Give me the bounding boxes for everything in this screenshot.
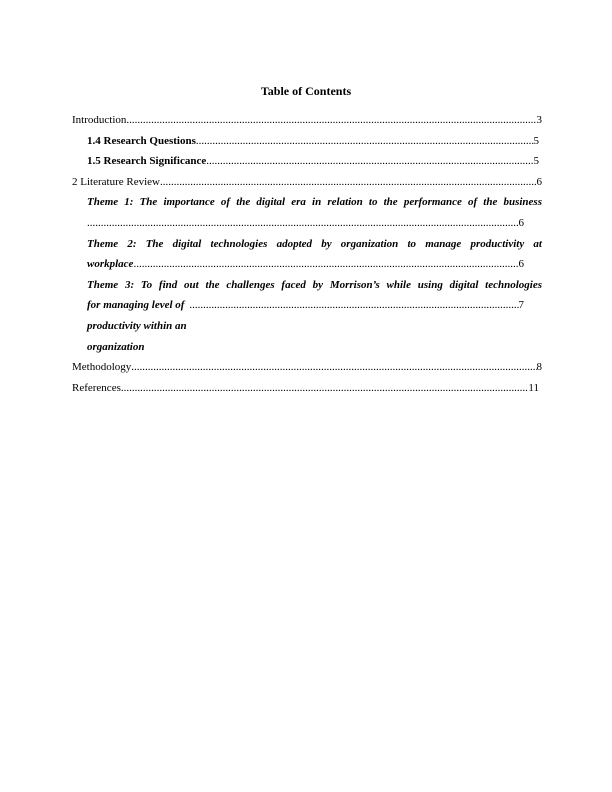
dot-leader <box>131 357 536 378</box>
dot-leader <box>189 295 518 316</box>
toc-entry-theme-3[interactable] <box>72 275 542 357</box>
toc-page-number: 11 <box>528 381 539 394</box>
dot-leader <box>160 172 537 193</box>
toc-entry-methodology[interactable] <box>72 357 542 378</box>
dot-leader <box>126 110 536 131</box>
toc-entry-label-cont: for managing level of productivity within an organization <box>87 299 187 353</box>
table-of-contents <box>72 110 542 398</box>
toc-title: Table of Contents <box>260 84 352 98</box>
toc-entry-label: Theme 2: The digital technologies adopted by organization to manage productivity at <box>87 237 542 250</box>
toc-entry-label: References <box>72 381 121 394</box>
toc-entry-label: 1.5 Research Significance <box>87 155 207 168</box>
toc-entry-theme-2[interactable] <box>72 234 542 275</box>
toc-page-number: 3 <box>536 114 542 126</box>
dot-leader <box>121 378 529 399</box>
toc-entry-label: 1.4 Research Questions <box>87 134 196 147</box>
toc-entry-literature-review[interactable] <box>72 172 542 193</box>
toc-entry-lastline <box>87 213 524 234</box>
toc-entry-research-questions[interactable] <box>72 131 539 152</box>
toc-entry-lastline <box>87 295 524 357</box>
toc-entry-label: Theme 3: To find out the challenges faced by Morrison’s while using digital technologies <box>87 278 542 291</box>
dot-leader <box>87 213 519 234</box>
toc-page-number: 5 <box>533 155 539 168</box>
toc-entry-introduction[interactable] <box>72 110 542 131</box>
dot-leader <box>133 254 518 275</box>
toc-entry-label: 2 Literature Review <box>72 175 160 188</box>
toc-page-number: 6 <box>518 216 524 229</box>
toc-page-number: 7 <box>518 299 524 312</box>
toc-page-number: 6 <box>536 175 542 188</box>
toc-entry-label: Introduction <box>72 114 127 126</box>
toc-page-number: 6 <box>518 258 524 271</box>
dot-leader <box>206 151 533 172</box>
dot-leader <box>196 131 534 152</box>
toc-entry-lastline <box>87 254 524 275</box>
toc-entry-label: Methodology <box>72 361 132 374</box>
toc-entry-research-significance[interactable] <box>72 151 539 172</box>
toc-entry-label-cont: workplace <box>87 258 134 271</box>
toc-entry-references[interactable] <box>72 378 539 399</box>
toc-page-number: 8 <box>536 361 542 374</box>
toc-entry-theme-1[interactable] <box>72 192 542 233</box>
toc-entry-label: Theme 1: The importance of the digital era in relation to the performance of the business <box>87 196 542 209</box>
toc-page-number: 5 <box>533 134 539 147</box>
